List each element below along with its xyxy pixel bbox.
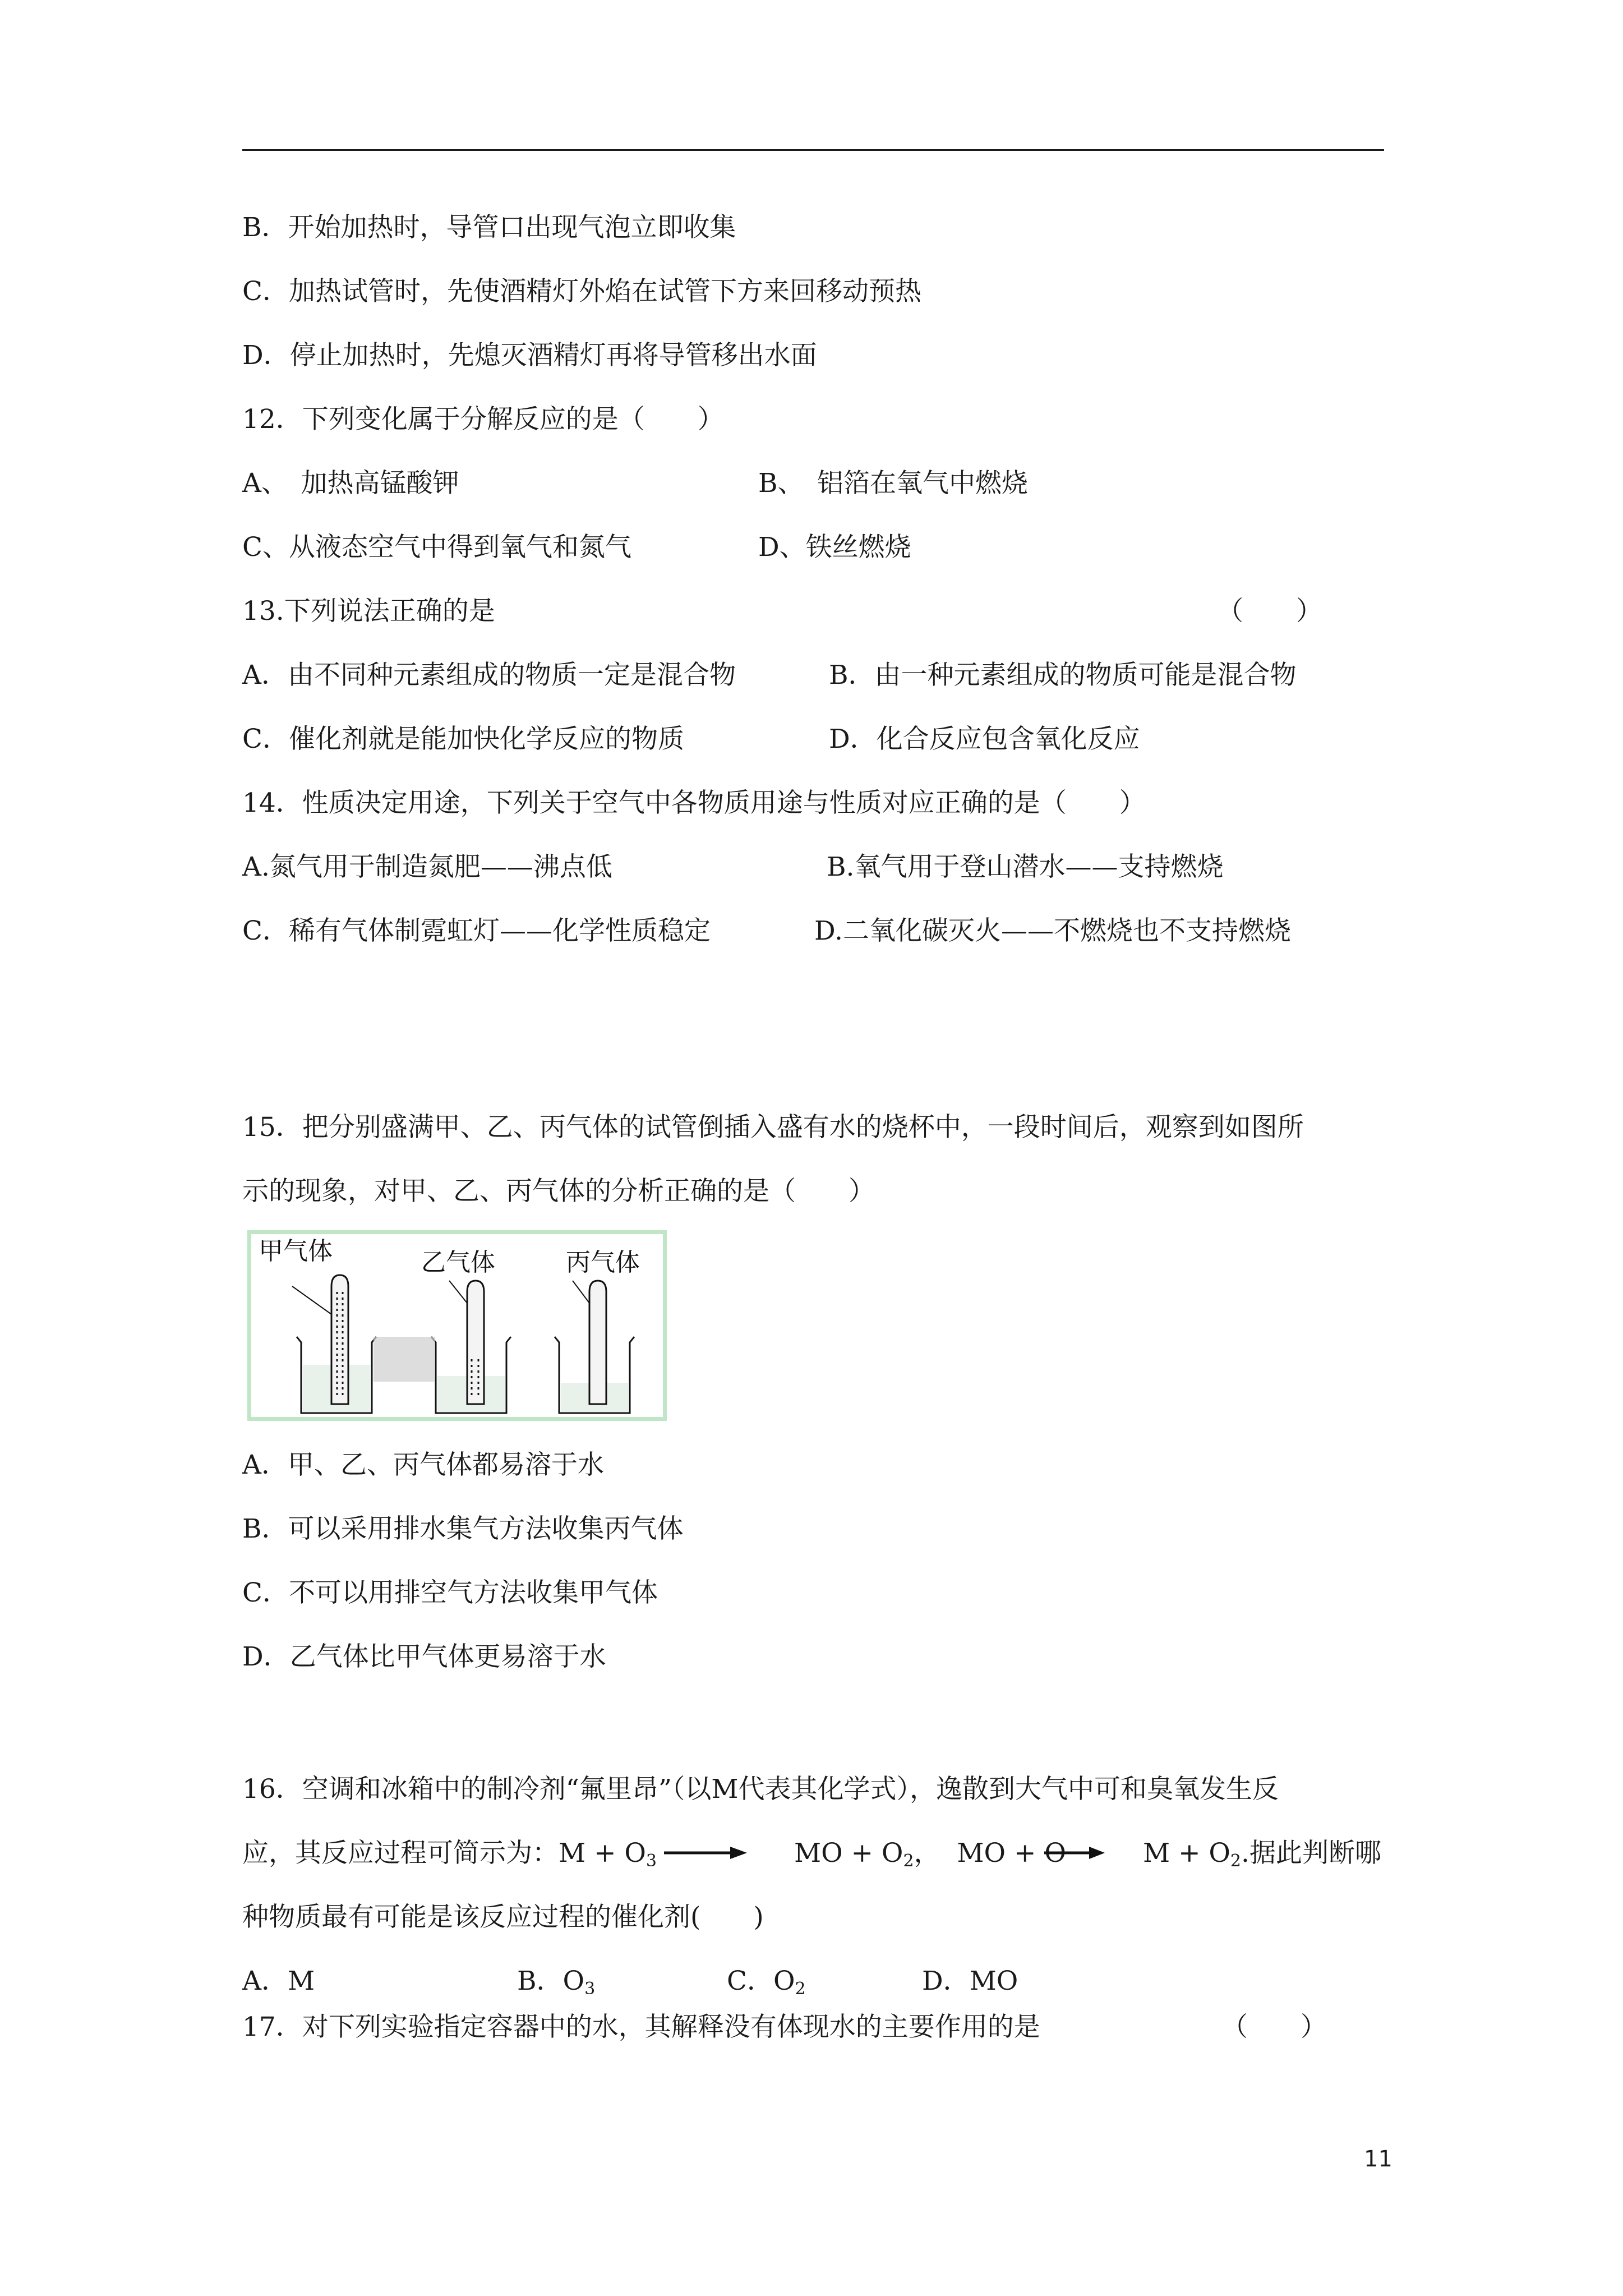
q16-line3: 种物质最有可能是该反应过程的催化剂( )	[242, 1902, 764, 1932]
q15-stem-line1: 15．把分别盛满甲、乙、丙气体的试管倒插入盛有水的烧杯中，一段时间后，观察到如图所	[242, 1112, 1304, 1143]
page-number: 11	[1364, 2146, 1393, 2172]
obscured-patch	[374, 1337, 435, 1382]
q16-option-b: B．$O_3$	[517, 1966, 596, 1999]
q11-option-d: D．停止加热时，先熄灭酒精灯再将导管移出水面	[242, 340, 817, 371]
q16-option-c: C．$O_2$	[727, 1966, 806, 1999]
q13-option-d: D．化合反应包含氧化反应	[829, 724, 1140, 754]
q11-option-b: B．开始加热时，导管口出现气泡立即收集	[242, 212, 736, 243]
q15-option-b: B．可以采用排水集气方法收集丙气体	[242, 1513, 684, 1544]
q14-option-a: A.氮气用于制造氮肥——沸点低	[242, 852, 612, 882]
q12-option-a: A、 加热高锰酸钾	[242, 468, 459, 499]
q17-stem: 17．对下列实验指定容器中的水，其解释没有体现水的主要作用的是	[242, 2012, 1040, 2042]
q16-option-a: A．M	[242, 1966, 315, 1996]
q14-stem: 14．性质决定用途，下列关于空气中各物质用途与性质对应正确的是（ ）	[242, 788, 1146, 818]
q12-option-d: D、铁丝燃烧	[758, 532, 911, 563]
q12-stem: 12．下列变化属于分解反应的是（ ）	[242, 404, 724, 435]
q16-line2-part1: 应，其反应过程可简示为：$M + O_3$	[242, 1838, 657, 1871]
label-gas-jia: 甲气体	[259, 1237, 333, 1266]
q13-stem: 13.下列说法正确的是	[242, 596, 495, 627]
label-gas-bing: 丙气体	[566, 1248, 640, 1277]
q12-option-b: B、 铝箔在氧气中燃烧	[758, 468, 1029, 499]
reaction-arrow-icon	[664, 1844, 748, 1861]
header-rule	[242, 149, 1384, 151]
q16-line1: 16．空调和冰箱中的制冷剂“氟里昂”（以M代表其化学式），逸散到大气中可和臭氧发生反	[242, 1774, 1279, 1805]
q13-option-c: C．催化剂就是能加快化学反应的物质	[242, 724, 684, 754]
q15-stem-line2: 示的现象，对甲、乙、丙气体的分析正确的是（ ）	[242, 1176, 875, 1207]
q13-option-a: A．由不同种元素组成的物质一定是混合物	[242, 660, 736, 691]
q16-line2-part3: $M + O_2$.据此判断哪	[1143, 1838, 1381, 1871]
q16-line2-part2: MO + $O_2$， MO + O	[794, 1838, 1066, 1871]
q15-option-d: D．乙气体比甲气体更易溶于水	[242, 1641, 606, 1672]
q15-option-a: A．甲、乙、丙气体都易溶于水	[242, 1450, 604, 1480]
q13-answer-paren: （ ）	[1217, 596, 1322, 627]
q14-option-c: C．稀有气体制霓虹灯——化学性质稳定	[242, 915, 711, 946]
q15-gas-solubility-figure	[247, 1230, 667, 1421]
q14-option-b: B.氧气用于登山潜水——支持燃烧	[827, 852, 1224, 882]
q13-option-b: B．由一种元素组成的物质可能是混合物	[829, 660, 1297, 691]
q16-option-d: D．MO	[922, 1966, 1018, 1996]
reaction-arrow-icon	[1044, 1844, 1106, 1861]
q17-answer-paren: （ ）	[1221, 2012, 1327, 2042]
q15-option-c: C．不可以用排空气方法收集甲气体	[242, 1577, 658, 1608]
q14-option-d: D.二氧化碳灭火——不燃烧也不支持燃烧	[814, 915, 1291, 946]
q12-option-c: C、从液态空气中得到氧气和氮气	[242, 532, 631, 563]
q11-option-c: C．加热试管时，先使酒精灯外焰在试管下方来回移动预热	[242, 276, 921, 307]
label-gas-yi: 乙气体	[421, 1248, 495, 1277]
